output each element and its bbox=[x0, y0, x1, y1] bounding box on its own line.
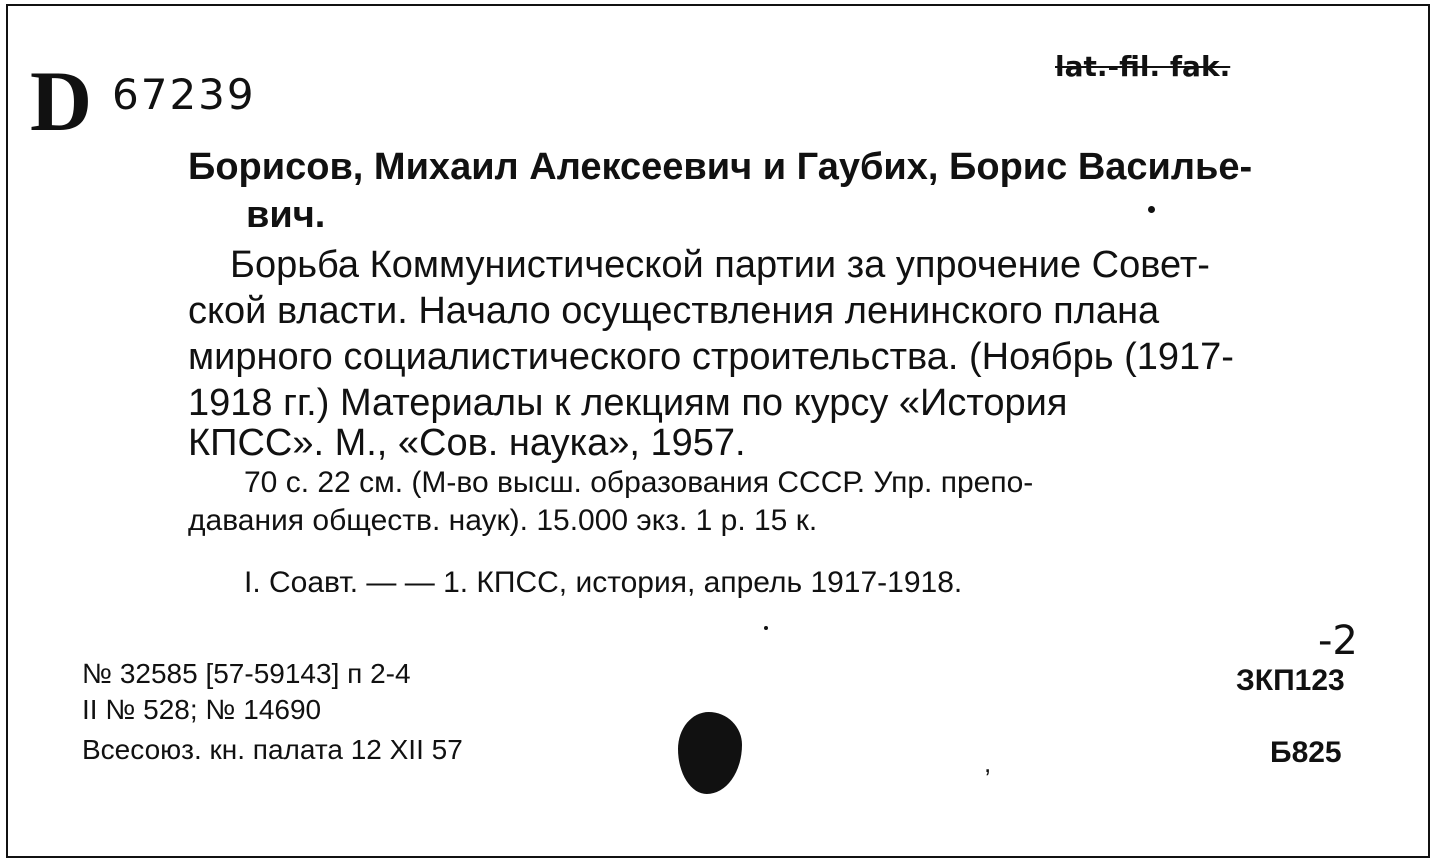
class-code: ЗКП123 bbox=[1236, 664, 1345, 697]
author-heading-line1: Борисов, Михаил Алексеевич и Гаубих, Борис Василье- bbox=[188, 146, 1253, 188]
footer-line: Всесоюз. кн. палата 12 XII 57 bbox=[82, 734, 463, 765]
ink-mark: , bbox=[984, 748, 992, 778]
ink-dot bbox=[1148, 206, 1155, 213]
author-mark: Б825 bbox=[1270, 736, 1342, 769]
faculty-stamp: lat.-fil. fak. bbox=[1055, 50, 1231, 83]
title-line: КПСС». М., «Сов. наука», 1957. bbox=[188, 422, 746, 464]
tracings: I. Соавт. — — 1. КПСС, история, апрель 1917-1918. bbox=[244, 566, 963, 599]
handwritten-suffix: -2 bbox=[1318, 618, 1358, 664]
title-line: ской власти. Начало осуществления ленинского плана bbox=[188, 290, 1160, 332]
author-heading-line2: вич. bbox=[246, 194, 326, 236]
collection-mark: D bbox=[30, 53, 93, 149]
ink-dot bbox=[764, 626, 768, 630]
footer-line: II № 528; № 14690 bbox=[82, 694, 322, 725]
collation-line: давания обществ. наук). 15.000 экз. 1 р. 15 к. bbox=[188, 504, 818, 537]
title-line: мирного социалистического строительства. (Ноябрь (1917- bbox=[188, 336, 1234, 378]
collation-line: 70 с. 22 см. (М-во высш. образования СССР. Упр. препо- bbox=[244, 466, 1034, 499]
call-number: 67239 bbox=[112, 70, 256, 119]
title-line: Борьба Коммунистической партии за упрочение Совет- bbox=[230, 244, 1210, 286]
title-line: 1918 гг.) Материалы к лекциям по курсу «История bbox=[188, 382, 1068, 424]
footer-line: № 32585 [57-59143] п 2-4 bbox=[82, 658, 411, 689]
